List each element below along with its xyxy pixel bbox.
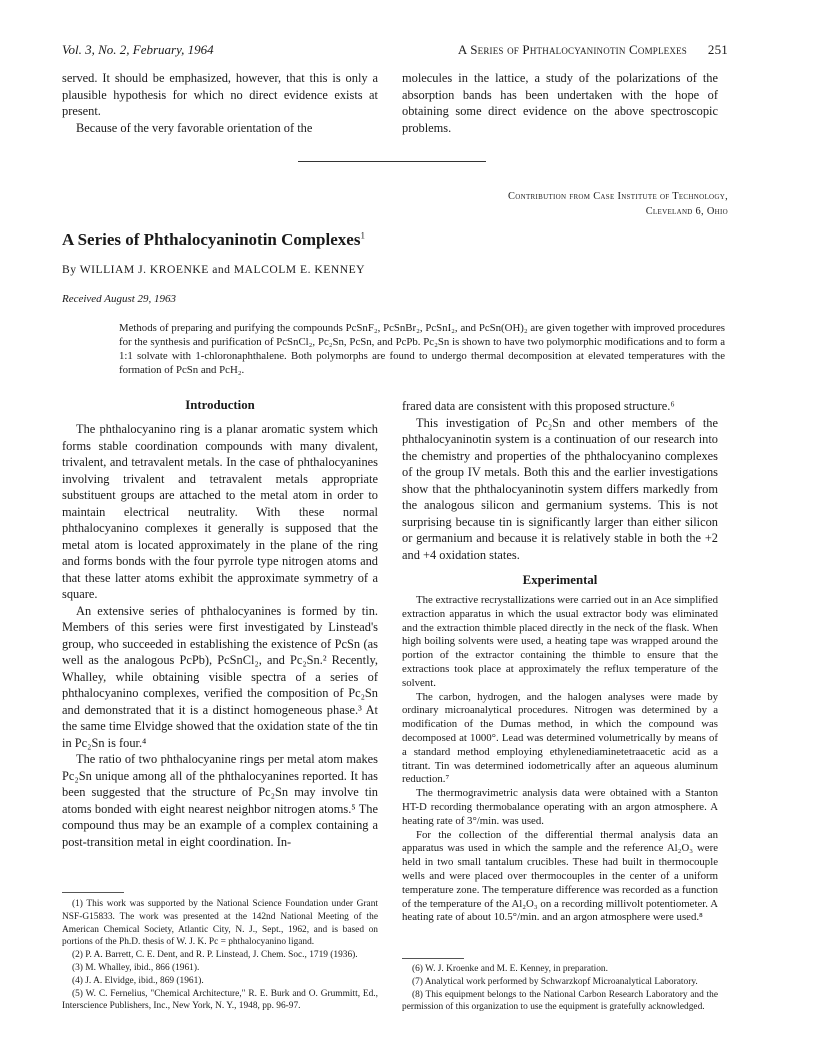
- footnote-8: (8) This equipment belongs to the National Carbon Research Laboratory and the permission of this organization to use the equipment is gratefully acknowledged.: [402, 989, 718, 1013]
- previous-article-text: served. It should be emphasized, however, that this is only a plausible hypothesis for which no direct evidence exists at present.: [62, 71, 378, 118]
- footnotes-right: [402, 963, 718, 1014]
- experimental-paragraph-1: The extractive recrystallizations were carried out in an Ace simplified extraction apparatus in which the usual extractor body was eliminated and the extraction thimble placed directly in the neck of the flask. When high boiling solvents were used, a heating tape was wrapped around the portion of the extractor containing the thimble to ensure that the extractions took place at approximately the reflux temperature of the solvent.: [402, 594, 718, 689]
- experimental-paragraph-2: The carbon, hydrogen, and the halogen analyses were made by ordinary microanalytical procedures. Nitrogen was determined by a modification of the Dumas method, in which the compound was decomposed at 1000°. Lead was determined volumetrically by means of a standard method employing ethylenediaminetetraacetic acid as a titrant. Tin was determined iodometrically after an aqueous aluminum reduction.⁷: [402, 690, 718, 786]
- footnote-rule-left: [62, 892, 124, 893]
- introduction-paragraph-1: The phthalocyanino ring is a planar aromatic system which forms stable coordination compounds with many divalent, trivalent, and tetravalent metals. In the case of phthalocyanines involving trivalent and tetravalent metals appropriate substituent groups are attached to the metal atom in order to maintain electrical neutrality. With these normal phthalocyanino complexes it generally is supposed that the metal atom is located approximately in the plane of the ring and forms bonds with the four pyrrole type nitrogen atoms and that these latter atoms exhibit the approximate symmetry of a square.: [62, 422, 378, 601]
- article-separator-rule: [298, 161, 486, 162]
- previous-article-right-column: [402, 70, 718, 136]
- right-body-column: [402, 398, 718, 925]
- affiliation: [508, 189, 728, 219]
- experimental-paragraph-4: For the collection of the differential thermal analysis data an apparatus was used in which the sample and the reference Al₂O₃ were held in two small tantalum crucibles. These had built in thermocouple wells and were placed over thermocouples in the center of a uniform temperature zone. The temperature difference was recorded as a function of the temperature of the Al₂O₃ on a recording millivolt potentiometer. A heating rate of about 10.5°/min. and an argon atmosphere were used.⁸: [402, 828, 718, 924]
- introduction-paragraph-4: This investigation of Pc₂Sn and other members of the phthalocyaninotin system is a continuation of our research into the chemistry and properties of the phthalocyanino complexes of the group IV metals. Both this and the earlier investigations show that the phthalocyaninotin system differs markedly from the analogous silicon and germanium systems. This is not surprising because tin is significantly larger than either silicon or germanium and because it is relatively stable in both the +2 and +4 oxidation states.: [402, 415, 718, 562]
- left-body-column: [62, 398, 378, 850]
- footnote-5: (5) W. C. Fernelius, "Chemical Architecture," R. E. Burk and O. Grummitt, Ed., Interscience Publishers, Inc., New York, N. Y., 1948, pp. 96-97.: [62, 988, 378, 1012]
- abstract: Methods of preparing and purifying the compounds PcSnF₂, PcSnBr₂, PcSnI₂, and PcSn(OH)₂ are given together with improved procedures for the synthesis and purification of PcSnCl₂, Pc₂Sn, PcSn, and PcPb. Pc₂Sn is shown to have two polymorphic modifications and to form a 1:1 solvate with 1-chloronaphthalene. Both polymorphs are found to undergo thermal decomposition at elevated temperatures with the formation of PcSn and PcH₂.: [119, 322, 725, 376]
- footnote-3: (3) M. Whalley, ibid., 866 (1961).: [72, 962, 200, 973]
- introduction-paragraph-3: The ratio of two phthalocyanine rings per metal atom makes Pc₂Sn unique among all of the phthalocyanines reported. It has been suggested that the structure of Pc₂Sn may involve tin atoms bonded with eight nearest neighbor nitrogen atoms.⁵ The compound thus may be an example of a complex containing a post-transition metal in eight coordination. In-: [62, 752, 378, 849]
- footnote-7: (7) Analytical work performed by Schwarzkopf Microanalytical Laboratory.: [412, 976, 698, 987]
- article-title-text: A Series of Phthalocyaninotin Complexes: [62, 230, 361, 249]
- footnotes-left: [62, 898, 378, 1013]
- affiliation-line-2: Cleveland 6, Ohio: [645, 206, 728, 217]
- introduction-continued: frared data are consistent with this proposed structure.⁶: [402, 399, 675, 413]
- experimental-paragraph-3: The thermogravimetric analysis data were obtained with a Stanton HT-D recording thermobalance operating with an argon atmosphere. A heating rate of 3°/min. was used.: [402, 787, 718, 827]
- footnote-1: (1) This work was supported by the National Science Foundation under Grant NSF-G15833. The work was presented at the 142nd National Meeting of the American Chemical Society, Atlantic City, N. J., Sept., 1962, and is based on portions of the Ph.D. thesis of W. J. K. Pc = phthalocyanino ligand.: [62, 899, 378, 948]
- received-date: Received August 29, 1963: [62, 293, 177, 305]
- title-footnote-mark: 1: [360, 230, 365, 241]
- page-number: 251: [707, 42, 728, 57]
- running-title-header: [458, 42, 728, 58]
- previous-article-text-2: Because of the very favorable orientation of the: [76, 120, 313, 135]
- experimental-heading: Experimental: [522, 573, 598, 587]
- authors: By WILLIAM J. KROENKE and MALCOLM E. KENNEY: [62, 263, 366, 276]
- footnote-6: (6) W. J. Kroenke and M. E. Kenney, in preparation.: [412, 964, 608, 974]
- previous-article-text-right: molecules in the lattice, a study of the polarizations of the absorption bands has been undertaken with the hope of obtaining some direct evidence on the above spectroscopic problems.: [402, 71, 718, 135]
- footnote-2: (2) P. A. Barrett, C. E. Dent, and R. P. Linstead, J. Chem. Soc., 1719 (1936).: [72, 950, 358, 961]
- journal-header: Vol. 3, No. 2, February, 1964: [62, 42, 214, 57]
- introduction-paragraph-2: An extensive series of phthalocyanines is formed by tin. Members of this series were first investigated by Linstead's group, who succeeded in establishing the existence of PcSn (as well as the analogous PcPb), PcSnCl₂, and Pc₂Sn.² Recently, Whalley, while obtaining visible spectra of a series of phthalocyanino complexes, verified the composition of Pc₂Sn and demonstrated that it is a distinct homogeneous phase.³ At the same time Elvidge showed that the oxidation state of the tin in Pc₂Sn is four.⁴: [62, 603, 378, 750]
- running-title: A Series of Phthalocyaninotin Complexes: [457, 42, 687, 57]
- introduction-heading: Introduction: [185, 398, 255, 412]
- affiliation-line-1: Contribution from Case Institute of Technology,: [508, 191, 728, 202]
- footnote-4: (4) J. A. Elvidge, ibid., 869 (1961).: [72, 975, 204, 986]
- previous-article-left-column: [62, 70, 378, 136]
- footnote-rule-right: [402, 958, 464, 959]
- article-title: [62, 230, 365, 250]
